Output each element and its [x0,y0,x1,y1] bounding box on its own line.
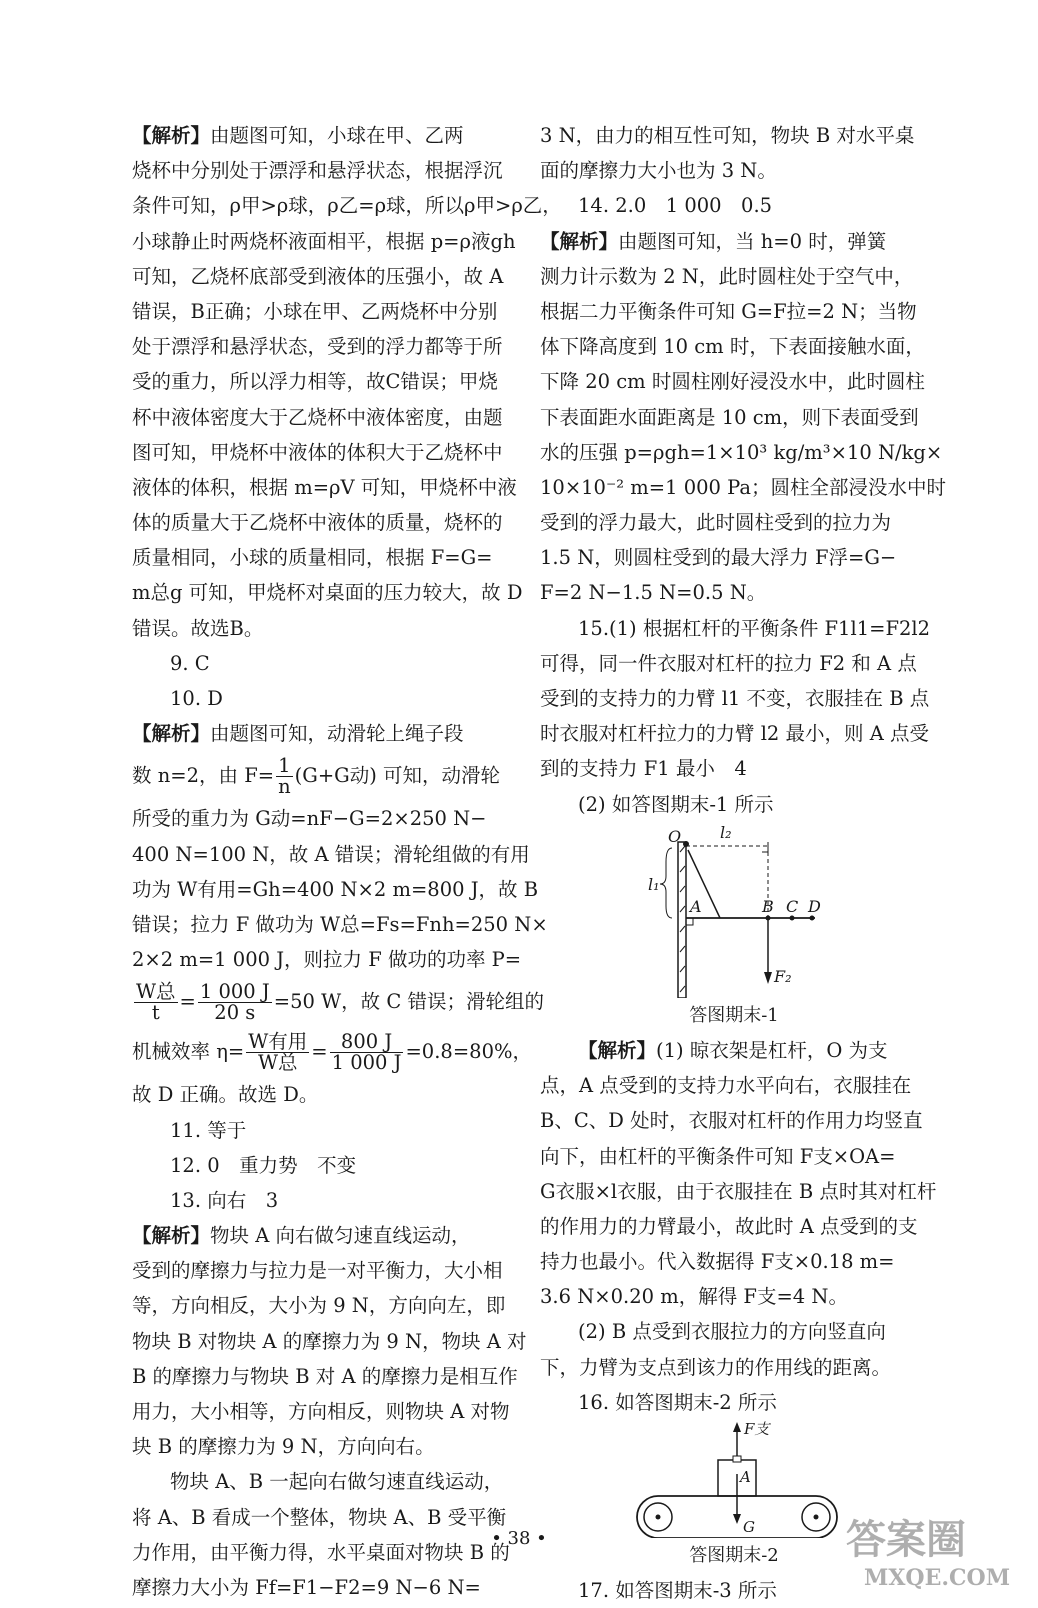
line-text: 块 B 的摩擦力为 9 N，方向向右。 [132,1435,435,1459]
text-line [132,611,512,646]
svg-text:答案圈: 答案圈 [846,1516,966,1563]
right-column-top [540,118,946,822]
line-text: G衣服×l衣服，由于衣服挂在 B 点时其对杠杆 [540,1179,937,1203]
line-text: 错误；拉力 F 做功为 W总=Fs=Fnh=250 N× [132,912,548,936]
fraction [246,1032,309,1073]
fraction [330,1032,404,1073]
line-text: = [311,1040,328,1064]
fraction-numerator: 1 000 J [199,980,270,1004]
line-text: 由题图可知，动滑轮上绳子段 [210,722,464,746]
line-text: 杯中液体密度大于乙烧杯中液体密度，由题 [132,405,503,429]
text-line [132,907,548,942]
line-text: 测力计示数为 2 N，此时圆柱处于空气中， [540,264,914,288]
clothes-rack-lever-diagram [540,822,928,998]
text-line [540,575,928,610]
line-text: 液体的体积，根据 m=ρV 可知，甲烧杯中液 [132,475,517,499]
line-text: 水的压强 p=ρgh=1×10³ kg/m³×10 N/kg× [540,440,943,464]
text-line [540,611,931,646]
text-line [540,540,928,575]
line-text: 功为 W有用=Gh=400 N×2 m=800 J，故 B [132,877,539,901]
label-O: O [668,826,682,846]
text-line [132,1429,512,1464]
text-line [540,1279,928,1314]
label-F2: F₂ [774,966,792,986]
label-block-A: A [740,1468,751,1486]
text-line [540,118,928,153]
line-text: =0.8=80%， [405,1040,532,1064]
line-text: (1) 晾衣架是杠杆，O 为支 [656,1038,888,1062]
analysis-label: 【解析】 [578,1038,657,1062]
text-line [540,364,928,399]
text-line [540,153,928,188]
line-text: 由题图可知，小球在甲、乙两 [210,124,464,147]
line-text: 3 N，由力的相互性可知，物块 B 对水平桌 [540,124,915,147]
text-line [132,259,512,294]
line-text: 14. 2.0 1 000 0.5 [578,194,773,218]
text-line [540,435,943,470]
fraction-numerator: 1 [276,756,293,777]
line-text: 时衣服对杠杆拉力的力臂 l2 最小，则 A 点受 [540,722,930,746]
line-text: 下降 20 cm 时圆柱刚好浸没水中，此时圆柱 [540,370,925,394]
text-line [540,1209,928,1244]
label-G: G [743,1518,755,1536]
figure-1 [540,822,928,998]
line-text: B 的摩擦力与物块 B 对 A 的摩擦力是相互作 [132,1364,518,1388]
line-text: (G+G动) 可知，动滑轮 [294,764,501,788]
line-text: 用力，大小相等，方向相反，则物块 A 对物 [132,1400,510,1423]
analysis-label: 【解析】 [132,124,211,147]
text-line [540,1244,928,1279]
text-line [132,1394,512,1429]
line-text: 物块 A 向右做匀速直线运动， [210,1224,471,1248]
line-text: 将 A、B 看成一个整体，物块 A、B 受平衡 [132,1505,507,1529]
analysis-label: 【解析】 [132,1224,211,1248]
line-text: 10×10⁻² m=1 000 Pa；圆柱全部浸没水中时 [540,475,946,499]
label-C: C [786,896,799,916]
text-line [540,470,946,505]
text-line [132,1027,532,1077]
text-line [132,1218,512,1253]
line-text: m总g 可知，甲烧杯对桌面的压力较大，故 D [132,581,523,605]
label-A: A [690,896,702,916]
line-text: 12. 0 重力势 不变 [170,1153,357,1177]
text-line [540,751,928,786]
fraction-denominator: 20 s [214,1001,256,1025]
line-text: 400 N=100 N，故 A 错误；滑轮组做的有用 [132,842,530,866]
text-line [132,575,523,610]
label-l2: l₂ [720,822,732,842]
line-text: 11. 等于 [170,1118,247,1142]
text-line [132,751,512,801]
line-text: 体的质量大于乙烧杯中液体的质量，烧杯的 [132,511,503,535]
text-line [132,294,512,329]
line-text: 力作用，由平衡力得，水平桌面对物块 B 的 [132,1540,510,1564]
text-line [132,118,512,153]
text-line [132,188,562,223]
line-text: 13. 向右 3 [170,1188,279,1212]
line-text: 质量相同，小球的质量相同，根据 F=G= [132,546,493,570]
text-line [132,681,512,716]
text-line [540,1174,937,1209]
right-column-middle [540,1033,937,1420]
text-line [132,942,522,977]
line-text: 受的重力，所以浮力相等，故C错误；甲烧 [132,370,498,394]
line-text: 处于漂浮和悬浮状态，受到的浮力都等于所 [132,335,503,359]
text-line [132,977,544,1027]
text-line [132,224,516,259]
fraction [198,982,272,1023]
text-line [132,505,512,540]
line-text: 15.(1) 根据杠杆的平衡条件 F1l1=F2l2 [578,616,931,640]
fraction-numerator: W总 [136,980,176,1004]
text-line [540,1033,928,1068]
text-line [540,259,928,294]
line-text: 受到的浮力最大，此时圆柱受到的拉力为 [540,511,892,535]
fraction-denominator: 1 000 J [331,1051,402,1075]
line-text: 所受的重力为 G动=nF−G=2×250 N− [132,807,487,831]
text-line [132,1324,527,1359]
line-text: 条件可知，ρ甲>ρ球，ρ乙=ρ球，所以ρ甲>ρ乙， [132,194,562,218]
line-text: B、C、D 处时，衣服对杠杆的作用力均竖直 [540,1109,923,1133]
line-text: 受到的摩擦力与拉力是一对平衡力，大小相 [132,1259,503,1283]
line-text: = [179,990,196,1014]
text-line [540,1103,928,1138]
line-text: 图可知，甲烧杯中液体的体积大于乙烧杯中 [132,440,503,464]
line-text: 9. C [170,651,210,675]
figure-2-caption: 答图期末-2 [689,1545,779,1566]
text-line [540,400,928,435]
text-line [132,872,539,907]
text-line [132,540,512,575]
line-text: =50 W，故 C 错误；滑轮组的 [273,990,544,1014]
analysis-label: 【解析】 [132,722,211,746]
fraction [134,982,178,1023]
text-line [132,646,512,681]
line-text: 向下，由杠杆的平衡条件可知 F支×OA= [540,1144,896,1168]
line-text: 由题图可知，当 h=0 时，弹簧 [618,229,887,253]
text-line [132,1113,512,1148]
line-text: 2×2 m=1 000 J，则拉力 F 做功的功率 P= [132,948,522,972]
watermark-logo [840,1505,1010,1595]
line-text: 持力也最小。代入数据得 F支×0.18 m= [540,1250,895,1274]
figure-1-caption: 答图期末-1 [689,1004,779,1026]
text-line [540,1350,928,1385]
line-text: 物块 B 对物块 A 的摩擦力为 9 N，物块 A 对 [132,1329,527,1353]
text-line [132,400,512,435]
page-number: • 38 • [491,1528,547,1549]
line-text: 10. D [170,687,223,710]
text-line [132,1148,512,1183]
fraction-numerator: W有用 [248,1030,308,1054]
line-text: 下表面距水面距离是 10 cm，则下表面受到 [540,405,919,429]
line-text: 到的支持力 F1 最小 4 [540,757,747,781]
text-line [540,1068,928,1103]
line-text: 体下降高度到 10 cm 时，下表面接触水面， [540,335,925,359]
line-text: 可得，同一件衣服对杠杆的拉力 F2 和 A 点 [540,651,917,675]
fraction-denominator: n [278,775,291,799]
text-line [540,329,928,364]
label-l1: l₁ [648,874,660,894]
text-line [132,153,512,188]
text-line [540,716,928,751]
text-line [540,294,928,329]
line-text: (2) B 点受到衣服拉力的方向竖直向 [578,1320,886,1344]
text-line [132,1359,518,1394]
line-text: 小球静止时两烧杯液面相平，根据 p=ρ液gh [132,229,516,253]
text-line [132,716,512,751]
line-text: 17. 如答图期末-3 所示 [578,1579,777,1603]
text-line [132,1183,512,1218]
svg-text:MXQE.COM: MXQE.COM [864,1565,1010,1591]
text-line [132,364,512,399]
text-line [540,505,928,540]
text-line [132,470,517,505]
line-text: 机械效率 η= [132,1040,245,1064]
text-line [132,1288,512,1323]
text-line [540,787,928,822]
line-text: 错误。故选B。 [132,616,264,640]
text-line [132,1077,512,1112]
text-line [540,1314,928,1349]
line-text: (2) 如答图期末-1 所示 [578,792,774,816]
line-text: 等，方向相反，大小为 9 N，方向向左，即 [132,1294,506,1318]
line-text: 面的摩擦力大小也为 3 N。 [540,159,777,183]
text-line [540,1385,928,1420]
line-text: 可知，乙烧杯底部受到液体的压强小，故 A [132,264,504,288]
line-text: 根据二力平衡条件可知 G=F拉=2 N；当物 [540,299,917,323]
line-text: 1.5 N，则圆柱受到的最大浮力 F浮=G− [540,546,897,570]
text-line [132,1464,512,1499]
line-text: 16. 如答图期末-2 所示 [578,1390,777,1414]
label-B: B [762,896,774,916]
text-line [132,837,530,872]
line-text: F=2 N−1.5 N=0.5 N。 [540,581,767,605]
line-text: 受到的支持力的力臂 l1 不变，衣服挂在 B 点 [540,687,930,710]
line-text: 数 n=2，由 F= [132,764,275,788]
line-text: 的作用力的力臂最小，故此时 A 点受到的支 [540,1214,918,1238]
analysis-label: 【解析】 [540,229,619,253]
label-D: D [808,896,821,916]
fraction-denominator: t [151,1001,160,1025]
label-F-support: F支 [744,1420,770,1438]
line-text: 故 D 正确。故选 D。 [132,1083,319,1107]
text-line [540,681,928,716]
text-line [540,1139,928,1174]
text-line [540,224,928,259]
line-text: 烧杯中分别处于漂浮和悬浮状态，根据浮沉 [132,159,503,183]
text-line [540,646,928,681]
text-line [132,801,512,836]
line-text: 下，力臂为支点到该力的作用线的距离。 [540,1355,892,1379]
line-text: 3.6 N×0.20 m，解得 F支=4 N。 [540,1285,848,1309]
fraction-numerator: 800 J [330,1032,404,1053]
line-text: 错误，B正确；小球在甲、乙两烧杯中分别 [132,299,498,323]
text-line [132,1253,512,1288]
text-line [132,329,512,364]
text-line [132,435,512,470]
fraction [276,756,293,797]
line-text: 摩擦力大小为 Ff=F1−F2=9 N−6 N= [132,1575,481,1599]
fraction-denominator: W总 [257,1051,298,1075]
line-text: 物块 A、B 一起向右做匀速直线运动， [170,1470,504,1494]
text-line [540,188,928,223]
line-text: 点，A 点受到的支持力水平向右，衣服挂在 [540,1074,912,1098]
